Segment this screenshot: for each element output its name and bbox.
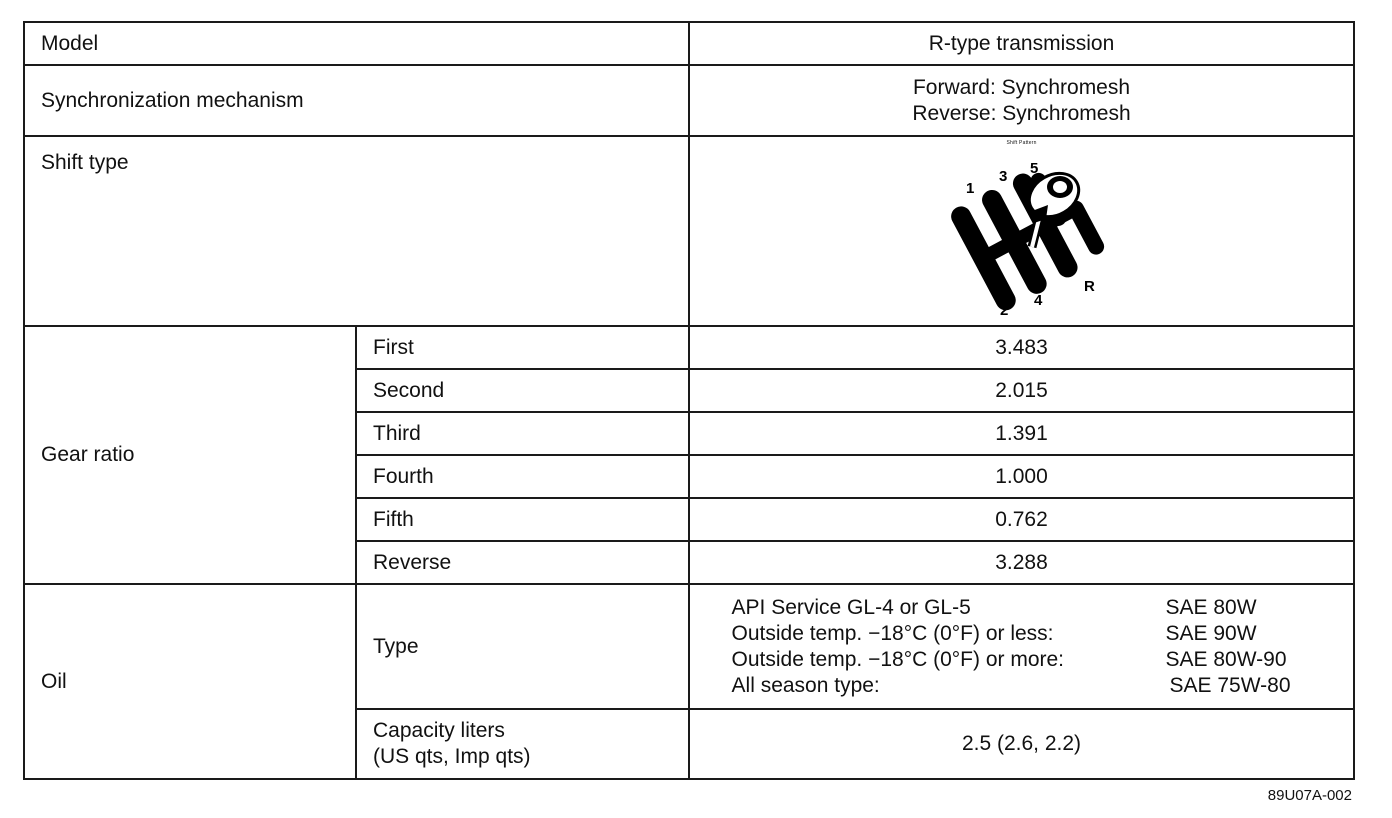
capacity-label-line1: Capacity liters — [373, 719, 505, 742]
capacity-label-line2: (US qts, Imp qts) — [373, 745, 531, 768]
model-value: R-type transmission — [689, 22, 1354, 65]
row-oil-type — [24, 584, 1354, 709]
gear-ratio-value: 1.391 — [689, 412, 1354, 455]
oil-label: Oil — [24, 584, 356, 779]
sync-reverse: Reverse: Synchromesh — [912, 101, 1131, 125]
oil-type-value — [689, 584, 1354, 709]
gear-ratio-label: Gear ratio — [24, 326, 356, 584]
oil-type-grade: SAE 80W-90 — [1165, 647, 1287, 671]
gear-name: First — [356, 326, 689, 369]
model-label: Model — [24, 22, 689, 65]
row-gear-first — [24, 326, 1354, 369]
shift-label-2: 2 — [999, 302, 1008, 315]
gear-ratio-value: 1.000 — [689, 455, 1354, 498]
row-sync — [24, 65, 1354, 136]
oil-type-grade: SAE 80W — [1165, 595, 1257, 619]
shift-label-3: 3 — [998, 168, 1007, 185]
capacity-value: 2.5 (2.6, 2.2) — [689, 709, 1354, 779]
gear-name: Fifth — [356, 498, 689, 541]
oil-type-desc: All season type: — [731, 673, 880, 697]
transmission-spec-table — [23, 21, 1355, 780]
capacity-label — [356, 709, 689, 779]
oil-type-desc: Outside temp. −18°C (0°F) or less: — [731, 621, 1054, 645]
gear-ratio-value: 0.762 — [689, 498, 1354, 541]
shift-value — [689, 136, 1354, 326]
row-shift — [24, 136, 1354, 326]
oil-type-desc: Outside temp. −18°C (0°F) or more: — [731, 647, 1065, 671]
sync-label: Synchronization mechanism — [24, 65, 689, 136]
gear-ratio-value: 3.483 — [689, 326, 1354, 369]
figure-id: 89U07A-002 — [1267, 787, 1352, 804]
oil-type-desc: API Service GL-4 or GL-5 — [731, 595, 971, 619]
sync-value — [689, 65, 1354, 136]
oil-type-label: Type — [356, 584, 689, 709]
shift-label: Shift type — [24, 136, 689, 326]
gear-name: Second — [356, 369, 689, 412]
sync-forward: Forward: Synchromesh — [912, 75, 1131, 99]
shift-pattern-diagram — [922, 155, 1122, 315]
shift-pattern-caption: Shift Pattern — [1006, 140, 1037, 146]
gear-name: Reverse — [356, 541, 689, 584]
shift-label-4: 4 — [1033, 292, 1042, 309]
gear-name: Fourth — [356, 455, 689, 498]
oil-type-list — [732, 595, 1312, 699]
shift-label-1: 1 — [965, 180, 974, 197]
gear-ratio-value: 3.288 — [689, 541, 1354, 584]
gear-ratio-value: 2.015 — [689, 369, 1354, 412]
shift-label-r: R — [1083, 278, 1095, 295]
gear-name: Third — [356, 412, 689, 455]
oil-type-grade: SAE 75W-80 — [1169, 673, 1291, 697]
row-model — [24, 22, 1354, 65]
shift-label-5: 5 — [1029, 160, 1038, 177]
oil-type-grade: SAE 90W — [1165, 621, 1257, 645]
